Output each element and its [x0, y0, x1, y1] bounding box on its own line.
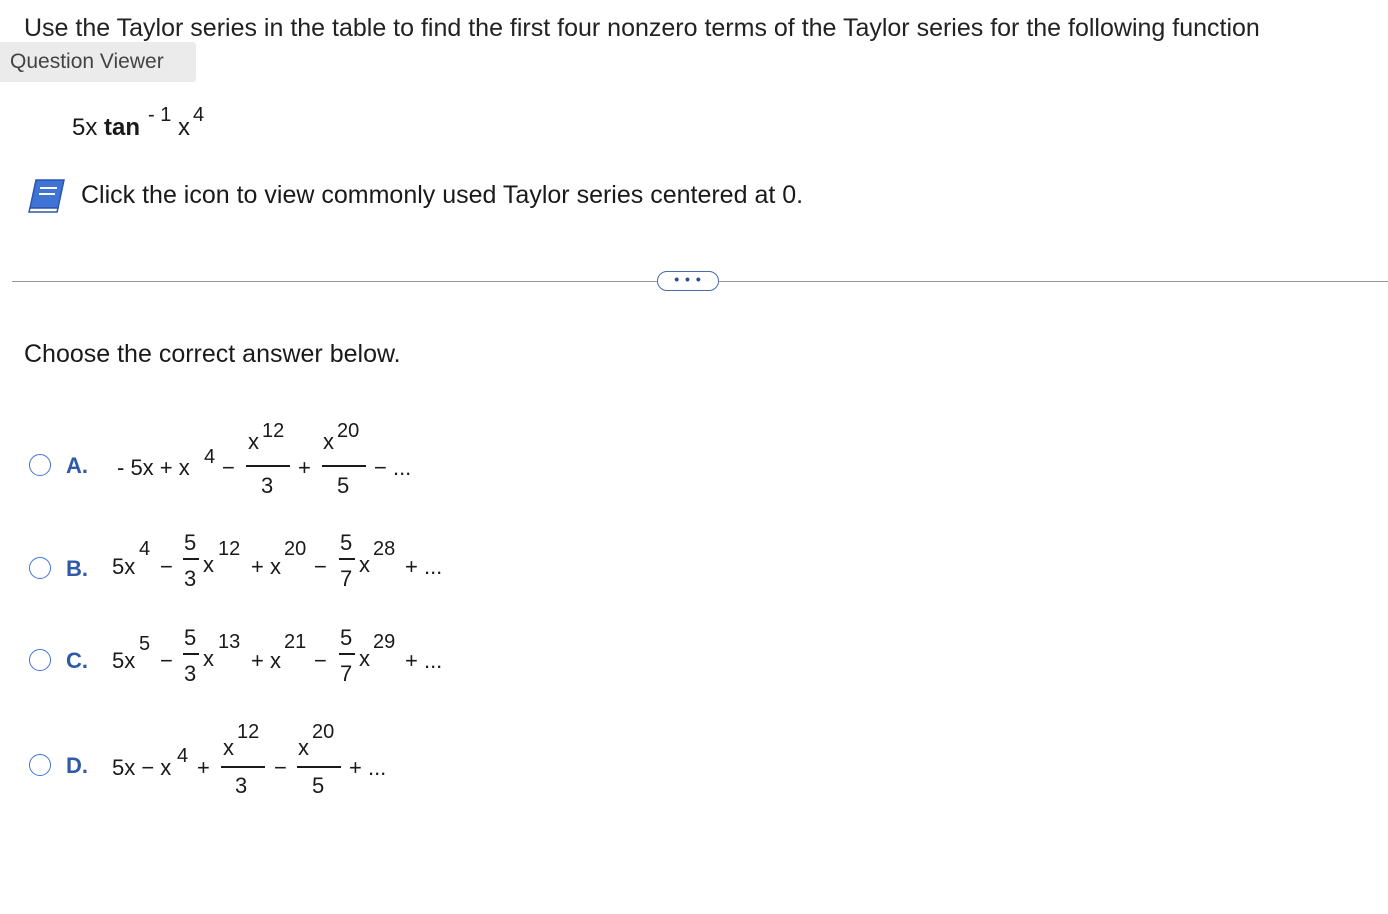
- option-a-tail: − ...: [374, 455, 412, 480]
- option-b[interactable]: [0, 530, 460, 600]
- more-button[interactable]: • • •: [657, 271, 719, 291]
- option-a-exp1: 4: [204, 446, 216, 468]
- option-b-term1: 5x: [112, 554, 136, 579]
- choose-prompt: Choose the correct answer below.: [24, 340, 401, 368]
- option-c-num2: 5: [184, 625, 197, 650]
- option-d-fraction-bar: [297, 766, 341, 768]
- option-c-num4: 5: [340, 625, 353, 650]
- option-a-num2-exp: 12: [262, 420, 285, 442]
- option-c-op1: −: [160, 648, 173, 673]
- option-a-radio[interactable]: [29, 454, 51, 476]
- option-d-num2: x: [223, 735, 234, 760]
- option-d-num3: x: [298, 735, 309, 760]
- option-b-x4: x: [359, 552, 370, 577]
- option-d-exp1: 4: [177, 745, 189, 767]
- option-b-tail: + ...: [405, 554, 443, 579]
- option-b-letter: B.: [66, 556, 88, 581]
- function-inverse-exponent: - 1: [148, 104, 172, 126]
- option-b-op1: −: [160, 554, 173, 579]
- function-expression: [72, 104, 212, 154]
- option-c-fraction-bar: [339, 653, 355, 655]
- option-d-num3-exp: 20: [312, 721, 335, 743]
- option-c-den2: 3: [184, 661, 197, 686]
- option-b-num2: 5: [184, 530, 197, 555]
- option-c-exp2: 13: [218, 631, 241, 653]
- option-c-tail: + ...: [405, 648, 443, 673]
- option-b-exp4: 28: [373, 538, 396, 560]
- function-argument: x: [178, 114, 190, 141]
- taylor-table-hint[interactable]: Click the icon to view commonly used Taylor series centered at 0.: [81, 181, 804, 209]
- option-a-op1: −: [222, 455, 235, 480]
- option-a[interactable]: [0, 420, 460, 500]
- option-c-letter: C.: [66, 648, 88, 673]
- option-c-den4: 7: [340, 661, 353, 686]
- option-b-num4: 5: [340, 530, 353, 555]
- option-c-x2: x: [203, 646, 214, 671]
- option-b-radio[interactable]: [29, 557, 51, 579]
- option-a-num3: x: [323, 429, 334, 454]
- option-c-fraction-bar: [183, 653, 199, 655]
- option-c-x4: x: [359, 646, 370, 671]
- option-d-den3: 5: [312, 773, 325, 798]
- question-text: Use the Taylor series in the table to find the first four nonzero terms of the Taylor series for the following function: [24, 14, 1260, 42]
- book-icon[interactable]: [27, 178, 67, 214]
- option-d-radio[interactable]: [29, 754, 51, 776]
- option-d-op2: −: [274, 755, 287, 780]
- option-b-den2: 3: [184, 566, 197, 591]
- function-name: tan: [104, 114, 140, 141]
- option-d-num2-exp: 12: [237, 721, 260, 743]
- option-a-term1: - 5x + x: [117, 455, 190, 480]
- option-b-fraction-bar: [183, 558, 199, 560]
- function-argument-exponent: 4: [193, 104, 205, 126]
- option-d-tail: + ...: [349, 755, 387, 780]
- option-d-fraction-bar: [221, 766, 265, 768]
- option-c-term1: 5x: [112, 648, 136, 673]
- option-b-op2: + x: [251, 554, 281, 579]
- option-c-exp3: 21: [284, 631, 307, 653]
- option-d[interactable]: [0, 718, 460, 798]
- option-c-radio[interactable]: [29, 649, 51, 671]
- option-b-op3: −: [314, 554, 327, 579]
- option-a-fraction-bar: [322, 465, 366, 467]
- option-a-fraction-bar: [246, 465, 290, 467]
- option-b-exp3: 20: [284, 538, 307, 560]
- option-c-exp4: 29: [373, 631, 396, 653]
- option-d-den2: 3: [235, 773, 248, 798]
- option-b-exp1: 4: [139, 538, 151, 560]
- option-d-letter: D.: [66, 753, 88, 778]
- option-a-den3: 5: [337, 473, 350, 498]
- option-a-op2: +: [298, 455, 311, 480]
- option-b-fraction-bar: [339, 558, 355, 560]
- option-c-op3: −: [314, 648, 327, 673]
- option-a-letter: A.: [66, 453, 88, 478]
- option-a-num3-exp: 20: [337, 420, 360, 442]
- function-coef: 5x: [72, 114, 98, 141]
- option-d-term1: 5x − x: [112, 755, 172, 780]
- question-viewer-tab[interactable]: Question Viewer: [0, 42, 196, 82]
- option-c-op2: + x: [251, 648, 281, 673]
- option-b-exp2: 12: [218, 538, 241, 560]
- option-c-exp1: 5: [139, 633, 151, 655]
- option-b-x2: x: [203, 552, 214, 577]
- option-b-den4: 7: [340, 566, 353, 591]
- option-a-den2: 3: [261, 473, 274, 498]
- option-d-op1: +: [197, 755, 210, 780]
- option-a-num2: x: [248, 429, 259, 454]
- option-c[interactable]: [0, 625, 460, 695]
